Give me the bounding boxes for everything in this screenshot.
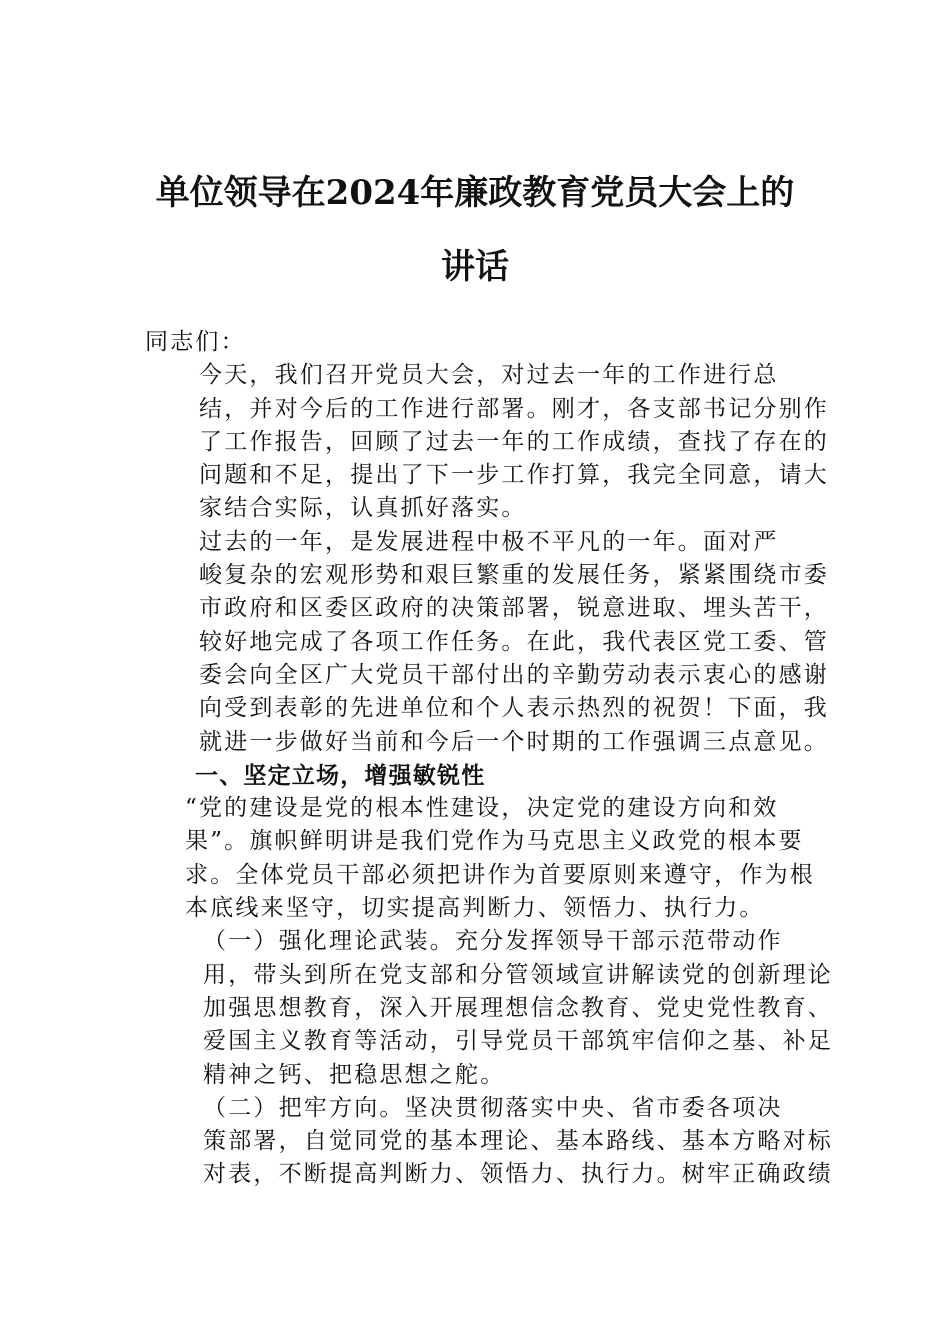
- text-line: 较好地完成了各项工作任务。在此，我代表区党工委、管: [199, 628, 829, 655]
- text-line: 本底线来坚守，切实提高判断力、领悟力、执行力。: [185, 895, 765, 922]
- text-line: 对表，不断提高判断力、领悟力、执行力。树牢正确政绩: [203, 1161, 833, 1188]
- text-line: 向受到表彰的先进单位和个人表示热烈的祝贺！下面，我: [199, 695, 829, 722]
- text-line: 结，并对今后的工作进行部署。刚才，各支部书记分别作: [199, 395, 829, 422]
- text-line: “党的建设是党的根本性建设，决定党的建设方向和效: [185, 795, 779, 822]
- text-line: 委会向全区广大党员干部付出的辛勤劳动表示衷心的感谢: [199, 661, 829, 688]
- text-line: 爱国主义教育等活动，引导党员干部筑牢信仰之基、补足: [203, 1028, 833, 1055]
- paragraph-party-building: [145, 792, 815, 925]
- paragraph-opening: [145, 359, 829, 525]
- text-line: 果”。旗帜鲜明讲是我们党作为马克思主义政党的根本要: [185, 828, 804, 855]
- text-line: 问题和不足，提出了下一步工作打算，我完全同意，请大: [199, 462, 829, 489]
- paragraph-review: [145, 526, 829, 759]
- salutation: 同志们：: [145, 329, 246, 355]
- text-line: 求。全体党员干部必须把讲作为首要原则来遵守，作为根: [185, 861, 815, 888]
- text-line: 就进一步做好当前和今后一个时期的工作强调三点意见。: [199, 728, 829, 755]
- document-title: [100, 156, 850, 304]
- text-line: 用，带头到所在党支部和分管领域宣讲解读党的创新理论: [203, 961, 833, 988]
- text-line: 峻复杂的宏观形势和艰巨繁重的发展任务，紧紧围绕市委: [199, 562, 829, 589]
- title-line-1: 单位领导在2024年廉政教育党员大会上的: [155, 173, 795, 213]
- text-line: 过去的一年，是发展进程中极不平凡的一年。面对严: [199, 528, 779, 555]
- title-line-2: 讲话: [441, 247, 509, 287]
- text-line: 今天，我们召开党员大会，对过去一年的工作进行总: [199, 362, 779, 389]
- document-body: [145, 326, 833, 1192]
- text-line: （一）强化理论武装。充分发挥领导干部示范带动作: [203, 928, 783, 955]
- text-line: （二）把牢方向。坚决贯彻落实中央、省市委各项决: [203, 1094, 783, 1121]
- text-line: 策部署，自觉同党的基本理论、基本路线、基本方略对标: [203, 1128, 833, 1155]
- text-line: 精神之钙、把稳思想之舵。: [203, 1061, 506, 1088]
- text-line: 加强思想教育，深入开展理想信念教育、党史党性教育、: [203, 994, 833, 1021]
- text-line: 了工作报告，回顾了过去一年的工作成绩，查找了存在的: [199, 428, 829, 455]
- paragraph-direction: [145, 1092, 833, 1192]
- text-line: 市政府和区委区政府的决策部署，锐意进取、埋头苦干，: [199, 595, 829, 622]
- section-heading: 一、坚定立场，增强敏锐性: [195, 761, 486, 789]
- text-line: 家结合实际，认真抓好落实。: [199, 495, 527, 522]
- paragraph-theory: [145, 925, 833, 1091]
